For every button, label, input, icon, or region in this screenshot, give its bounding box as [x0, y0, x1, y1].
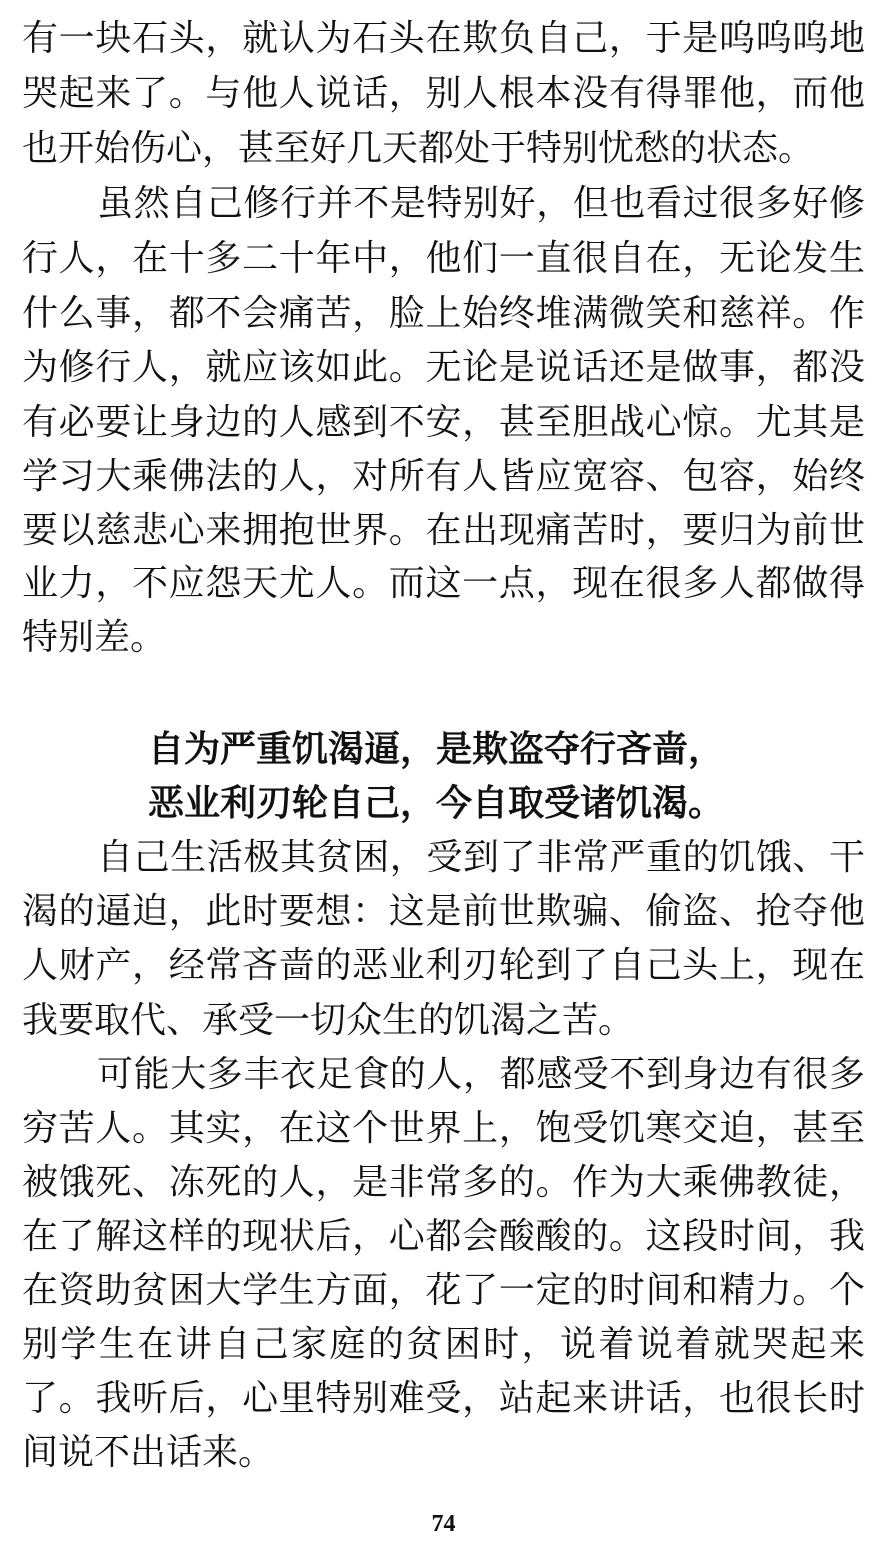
text-line: 被饿死、冻死的人，是非常多的。作为大乘佛教徒， — [22, 1162, 865, 1203]
page-number: 74 — [431, 1511, 456, 1537]
text-line: 有一块石头，就认为石头在欺负自己，于是呜呜呜地 — [22, 18, 865, 59]
text-line: 学习大乘佛法的人，对所有人皆应宽容、包容，始终 — [22, 456, 865, 497]
text-line: 自己生活极其贫困，受到了非常严重的饥饿、干 — [97, 837, 865, 878]
text-line: 也开始伤心，甚至好几天都处于特别忧愁的状态。 — [22, 128, 815, 169]
text-line: 业力，不应怨天尤人。而这一点，现在很多人都做得 — [22, 563, 865, 604]
text-line: 在资助贫困大学生方面，花了一定的时间和精力。个 — [22, 1270, 865, 1311]
text-line: 在了解这样的现状后，心都会酸酸的。这段时间，我 — [22, 1216, 865, 1257]
text-line: 什么事，都不会痛苦，脸上始终堆满微笑和慈祥。作 — [22, 293, 865, 334]
verse-line: 自为严重饥渴逼，是欺盗夺行吝啬， — [148, 728, 725, 770]
text-line: 要以慈悲心来拥抱世界。在出现痛苦时，要归为前世 — [22, 510, 865, 551]
text-line: 我要取代、承受一切众生的饥渴之苦。 — [22, 1000, 635, 1041]
text-line: 行人，在十多二十年中，他们一直很自在，无论发生 — [22, 238, 865, 279]
text-line: 了。我听后，心里特别难受，站起来讲话，也很长时 — [22, 1378, 865, 1419]
text-line: 特别差。 — [22, 617, 167, 658]
text-line: 渴的逼迫，此时要想：这是前世欺骗、偷盗、抢夺他 — [22, 891, 865, 932]
text-line: 人财产，经常吝啬的恶业利刃轮到了自己头上，现在 — [22, 945, 865, 986]
text-line: 别学生在讲自己家庭的贫困时，说着说着就哭起来 — [22, 1324, 865, 1365]
text-line: 有必要让身边的人感到不安，甚至胆战心惊。尤其是 — [22, 402, 865, 443]
text-line: 间说不出话来。 — [22, 1432, 275, 1473]
text-line: 可能大多丰衣足食的人，都感受不到身边有很多 — [97, 1054, 865, 1095]
verse-line: 恶业利刃轮自己，今自取受诸饥渴。 — [148, 782, 725, 824]
text-line: 穷苦人。其实，在这个世界上，饱受饥寒交迫，甚至 — [22, 1108, 865, 1149]
text-line: 哭起来了。与他人说话，别人根本没有得罪他，而他 — [22, 73, 865, 114]
text-line: 为修行人，就应该如此。无论是说话还是做事，都没 — [22, 347, 865, 388]
text-line: 虽然自己修行并不是特别好，但也看过很多好修 — [97, 183, 865, 224]
